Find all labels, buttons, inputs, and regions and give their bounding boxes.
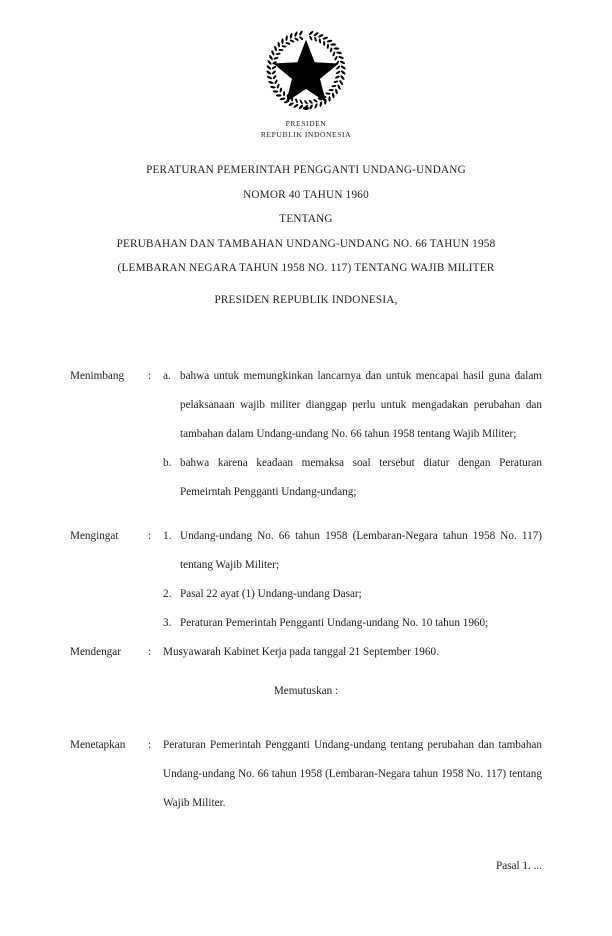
- title-line-5: (LEMBARAN NEGARA TAHUN 1958 NO. 117) TENTANG WAJIB MILITER: [117, 262, 495, 275]
- document-title: [56, 158, 556, 281]
- footer-continuation-note: Pasal 1. ...: [496, 860, 542, 872]
- title-line-3: TENTANG: [279, 213, 333, 226]
- decide-heading: Memutuskan :: [273, 685, 339, 697]
- list-item: [163, 609, 542, 638]
- emblem-caption-line2: REPUBLIK INDONESIA: [260, 129, 352, 139]
- title-line-1: PERATURAN PEMERINTAH PENGGANTI UNDANG-UNDANG: [146, 164, 466, 176]
- list-item: [163, 580, 542, 609]
- list-marker: 2.: [163, 588, 172, 600]
- garuda-star-wreath-emblem: [260, 24, 352, 116]
- clause-colon-menimbang: :: [148, 370, 152, 382]
- list-marker: a.: [163, 370, 171, 382]
- list-marker: 1.: [163, 530, 172, 542]
- list-item: [163, 362, 542, 449]
- clause-text-menetapkan: Peraturan Pemerintah Pengganti Undang-undang tentang perubahan dan tambahan Undang-undang No. 66 tahun 1958 (Lembaran-Negara tahun 1958 No. 117) tentang Wajib Militer.: [163, 739, 542, 809]
- list-item-text: Undang-undang No. 66 tahun 1958 (Lembaran-Negara tahun 1958 No. 117) tentang Wajib Militer;: [180, 530, 542, 571]
- emblem-caption: [0, 119, 612, 140]
- clause-mendengar: [70, 638, 542, 667]
- emblem-block: [0, 24, 612, 140]
- list-item: [163, 522, 542, 580]
- clause-label-mengingat: Mengingat: [70, 530, 119, 542]
- clause-mengingat: [70, 522, 542, 638]
- list-item-text: Peraturan Pemerintah Pengganti Undang-undang No. 10 tahun 1960;: [180, 617, 489, 629]
- opening-line: PRESIDEN REPUBLIK INDONESIA,: [214, 294, 398, 306]
- title-line-4: PERUBAHAN DAN TAMBAHAN UNDANG-UNDANG NO. 66 TAHUN 1958: [116, 237, 496, 250]
- clause-colon-mengingat: :: [148, 530, 152, 542]
- clause-menetapkan: [70, 731, 542, 818]
- list-marker: b.: [163, 457, 172, 469]
- title-line-2: NOMOR 40 TAHUN 1960: [243, 188, 369, 201]
- clause-colon-menetapkan: :: [148, 739, 152, 751]
- emblem-caption-line1: PRESIDEN: [285, 119, 327, 128]
- list-marker: 3.: [163, 617, 172, 629]
- clause-label-menetapkan: Menetapkan: [70, 739, 126, 751]
- clause-colon-mendengar: :: [148, 646, 152, 658]
- clause-label-menimbang: Menimbang: [70, 370, 125, 382]
- clause-items-mengingat: [163, 522, 542, 638]
- clause-text-mendengar: Musyawarah Kabinet Kerja pada tanggal 21 September 1960.: [163, 646, 439, 658]
- list-item-text: Pasal 22 ayat (1) Undang-undang Dasar;: [180, 588, 362, 600]
- clause-label-mendengar: Mendengar: [70, 646, 121, 658]
- clause-menimbang: [70, 362, 542, 507]
- list-item-text: bahwa untuk memungkinkan lancarnya dan untuk mencapai hasil guna dalam pelaksanaan wajib militer dianggap perlu untuk mengadakan perubahan dan tambahan dalam Undang-undang No. 66 tahun 1958 tentang Wajib Militer;: [180, 370, 542, 440]
- list-item-text: bahwa karena keadaan memaksa soal tersebut diatur dengan Peraturan Pemeirntah Pengganti Undang-undang;: [180, 457, 542, 498]
- list-item: [163, 449, 542, 507]
- clause-items-menimbang: [163, 362, 542, 507]
